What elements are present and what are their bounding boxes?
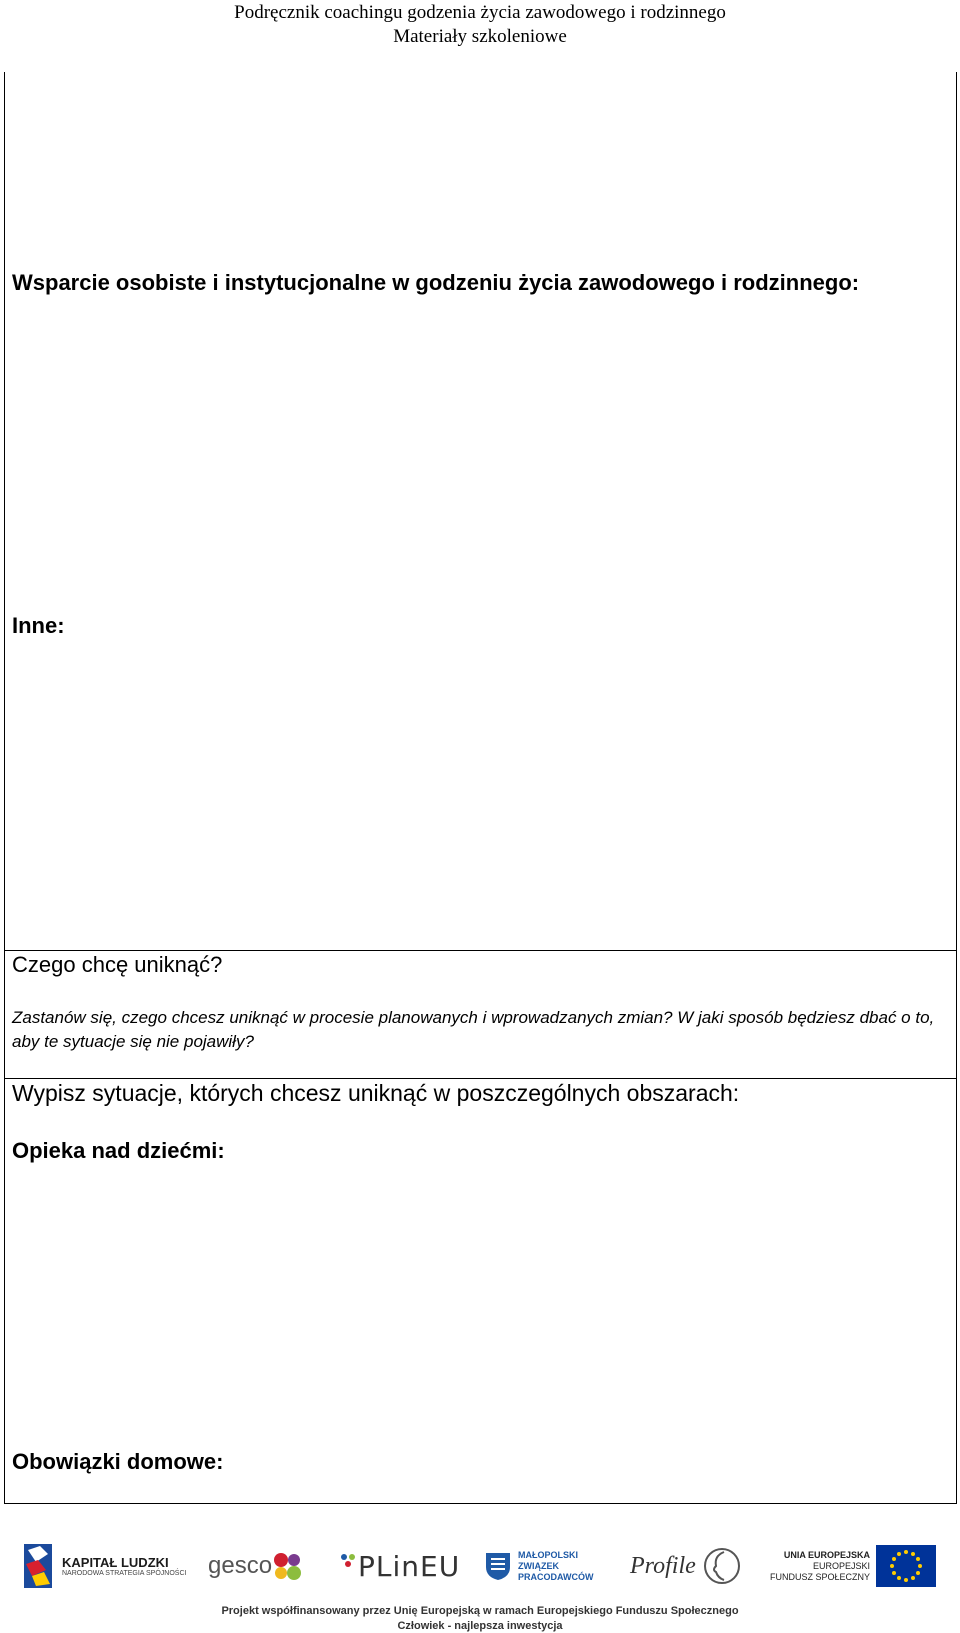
eu-flag-icon <box>876 1545 936 1587</box>
eu-logo <box>770 1538 936 1594</box>
plineu-wordmark: PLinEU <box>358 1549 461 1583</box>
other-label: Inne: <box>12 613 65 638</box>
avoid-note: Zastanów się, czego chcesz uniknąć w procesie planowanych i wprowadzanych zmian? W jaki sposób będziesz dbać o to, aby te sytuacje się nie pojawiły? <box>12 1008 935 1051</box>
header-subtitle: Materiały szkoleniowe <box>393 26 567 47</box>
eu-line3: FUNDUSZ SPOŁECZNY <box>770 1571 871 1582</box>
kapital-subtitle: NARODOWA STRATEGIA SPÓJNOŚCI <box>62 1570 187 1577</box>
kapital-ludzki-icon <box>22 1540 54 1592</box>
childcare-label: Opieka nad dziećmi: <box>12 1138 225 1163</box>
gesco-logo <box>208 1538 302 1594</box>
malopolski-shield-icon <box>484 1551 512 1581</box>
profile-head-icon <box>702 1546 742 1586</box>
profile-logo <box>630 1538 742 1594</box>
profile-wordmark: Profile <box>630 1552 696 1579</box>
avoid-title: Czego chcę uniknąć? <box>12 952 223 977</box>
header-title: Podręcznik coachingu godzenia życia zawodowego i rodzinnego <box>234 2 726 23</box>
support-label: Wsparcie osobiste i instytucjonalne w godzeniu życia zawodowego i rodzinnego: <box>12 270 860 295</box>
eu-line1: UNIA EUROPEJSKA <box>783 1549 871 1560</box>
gesco-wordmark: gesco <box>208 1552 273 1579</box>
list-prompt: Wypisz sytuacje, których chcesz uniknąć w poszczególnych obszarach: <box>12 1080 740 1106</box>
project-line: Projekt współfinansowany przez Unię Europejską w ramach Europejskiego Funduszu Społecznego <box>221 1605 739 1617</box>
household-label: Obowiązki domowe: <box>12 1449 224 1474</box>
malopolski-line1: MAŁOPOLSKI <box>518 1549 578 1560</box>
malopolski-logo <box>484 1538 594 1594</box>
motto-line: Człowiek - najlepsza inwestycja <box>397 1620 563 1632</box>
document-header <box>0 0 960 49</box>
malopolski-line2: ZWIĄZEK <box>518 1560 559 1571</box>
eu-line2: EUROPEJSKI <box>813 1560 871 1571</box>
kapital-title: KAPITAŁ LUDZKI <box>62 1555 169 1570</box>
plineu-logo <box>338 1538 460 1594</box>
malopolski-line3: PRACODAWCÓW <box>518 1571 594 1582</box>
gesco-dots-icon <box>272 1551 302 1581</box>
kapital-ludzki-logo <box>22 1538 186 1594</box>
sponsor-footer <box>0 1530 960 1633</box>
plineu-dots-icon <box>338 1551 358 1581</box>
